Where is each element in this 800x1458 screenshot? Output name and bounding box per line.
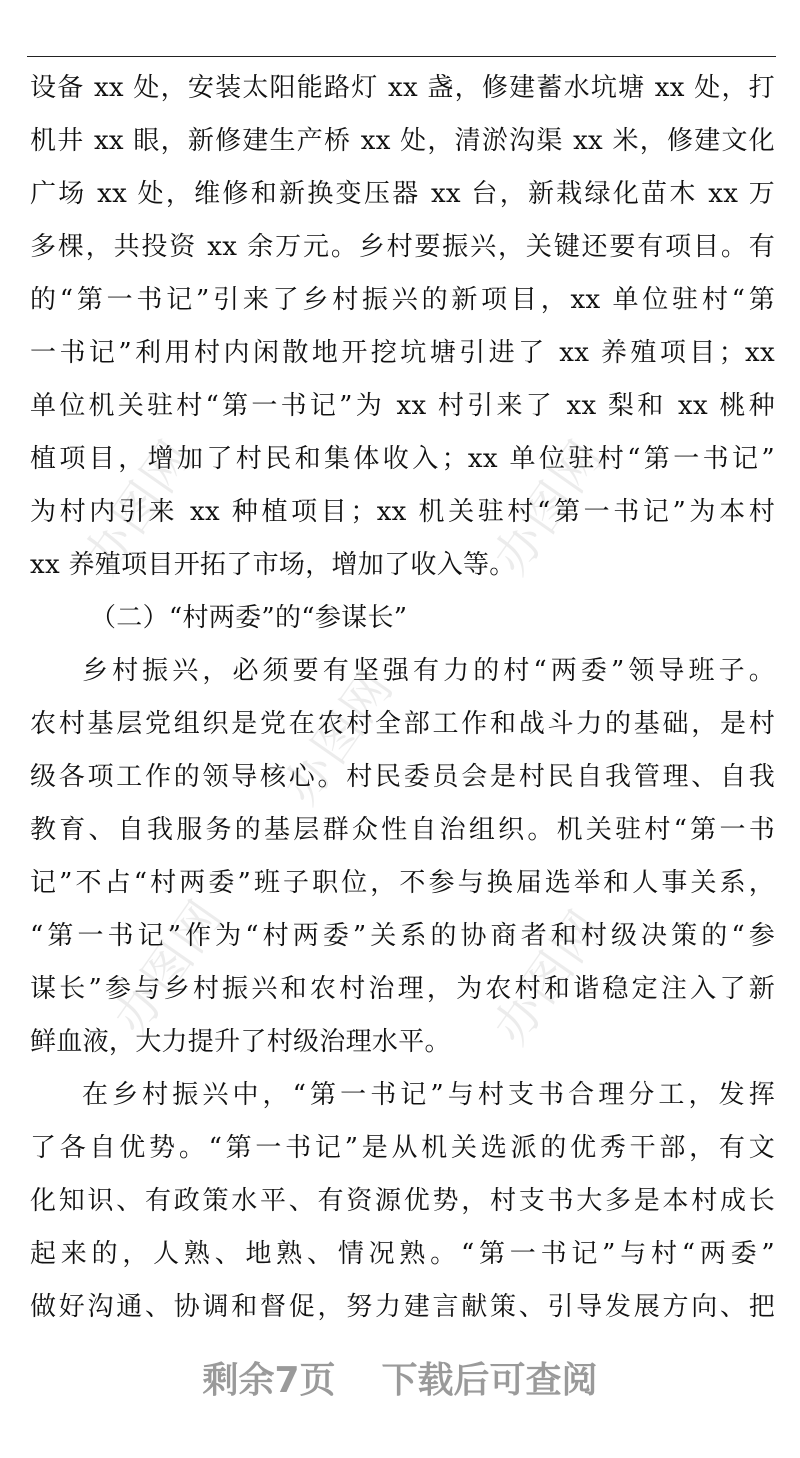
paragraph-1: [30, 62, 775, 592]
text-line: 农村基层党组织是党在农村全部工作和战斗力的基础，是村: [30, 709, 775, 739]
watermark: 办图网: [102, 889, 235, 1045]
text-line: 机井 xx 眼，新修建生产桥 xx 处，清淤沟渠 xx 米，修建文化: [30, 126, 775, 156]
text-line: 的“第一书记”引来了乡村振兴的新项目，xx 单位驻村“第: [30, 285, 775, 315]
download-to-view-label[interactable]: 下载后可查阅: [381, 1360, 598, 1401]
text-line: 一书记”利用村内闲散地开挖坑塘引进了 xx 养殖项目；xx: [30, 338, 775, 368]
text-line: 在乡村振兴中，“第一书记”与村支书合理分工，发挥: [82, 1080, 775, 1110]
watermark: 办图网: [482, 899, 615, 1055]
text-line: 多棵，共投资 xx 余万元。乡村要振兴，关键还要有项目。有: [30, 232, 775, 262]
text-line: 乡村振兴，必须要有坚强有力的村“两委”领导班子。: [82, 656, 775, 686]
text-line: 广场 xx 处，维修和新换变压器 xx 台，新栽绿化苗木 xx 万: [30, 179, 775, 209]
text-line: 为村内引来 xx 种植项目；xx 机关驻村“第一书记”为本村: [30, 497, 775, 527]
watermark: 办图网: [482, 429, 615, 585]
text-line: 了各自优势。“第一书记”是从机关选派的优秀干部，有文: [30, 1133, 775, 1163]
document-body: [30, 62, 775, 1334]
paragraph-2: [30, 645, 775, 1069]
text-line: “第一书记”作为“村两委”关系的协商者和村级决策的“参: [30, 921, 775, 951]
watermark: 办图网: [72, 429, 205, 585]
text-line: 单位机关驻村“第一书记”为 xx 村引来了 xx 梨和 xx 桃种: [30, 391, 775, 421]
text-line: 化知识、有政策水平、有资源优势，村支书大多是本村成长: [30, 1186, 775, 1216]
remaining-pages-label: 剩余7页: [202, 1360, 336, 1401]
text-line: 谋长”参与乡村振兴和农村治理，为农村和谐稳定注入了新: [30, 974, 775, 1004]
top-rule: [27, 56, 776, 57]
download-banner[interactable]: [0, 1352, 800, 1403]
watermark: 办图网: [272, 659, 405, 815]
text-line: 做好沟通、协调和督促，努力建言献策、引导发展方向、把: [30, 1292, 775, 1322]
text-line: 级各项工作的领导核心。村民委员会是村民自我管理、自我: [30, 762, 775, 792]
text-line: 鲜血液，大力提升了村级治理水平。: [30, 1027, 451, 1057]
text-line: 植项目，增加了村民和集体收入；xx 单位驻村“第一书记”: [30, 444, 775, 474]
text-line: 起来的，人熟、地熟、情况熟。“第一书记”与村“两委”: [30, 1239, 775, 1269]
text-line: 设备 xx 处，安装太阳能路灯 xx 盏，修建蓄水坑塘 xx 处，打: [30, 73, 775, 103]
text-line: xx 养殖项目开拓了市场，增加了收入等。: [30, 550, 516, 580]
text-line: 记”不占“村两委”班子职位，不参与换届选举和人事关系，: [30, 868, 775, 898]
section-heading: （二）“村两委”的“参谋长”: [90, 603, 408, 633]
paragraph-3: [30, 1069, 775, 1334]
text-line: 教育、自我服务的基层群众性自治组织。机关驻村“第一书: [30, 815, 775, 845]
